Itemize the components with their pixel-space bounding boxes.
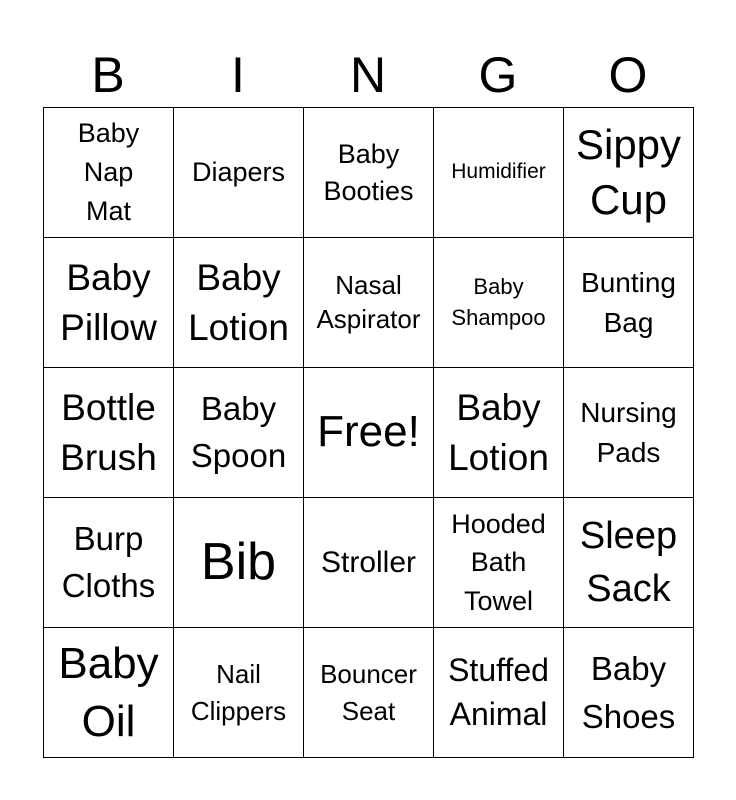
cell-text: Burp Cloths (61, 520, 156, 604)
bingo-cell (44, 238, 174, 368)
bingo-cell (304, 108, 434, 238)
header-letter-o: O (608, 47, 648, 103)
cell-text: Stroller (320, 545, 417, 579)
cell-text: Humidifier (451, 160, 546, 184)
cell-text: Nursing Pads (580, 397, 677, 468)
header-letter-i: I (231, 47, 245, 103)
cell-text: Baby Spoon (190, 390, 287, 474)
bingo-cell (304, 628, 434, 758)
bingo-cell (564, 498, 694, 628)
cell-text: Baby Pillow (60, 256, 157, 348)
bingo-cell (434, 628, 564, 758)
bingo-cell (564, 108, 694, 238)
cell-text: Baby Oil (58, 639, 159, 746)
header-letter-g: G (478, 47, 518, 103)
bingo-cell (304, 238, 434, 368)
bingo-cell-free (304, 368, 434, 498)
bingo-board (43, 107, 694, 758)
bingo-header (43, 44, 693, 106)
bingo-cell (44, 628, 174, 758)
bingo-cell (174, 108, 304, 238)
cell-text: Sleep Sack (579, 515, 678, 610)
header-letter-n: N (349, 47, 387, 103)
bingo-cell (434, 498, 564, 628)
bingo-cell (174, 498, 304, 628)
cell-text: Nail Clippers (190, 659, 287, 726)
cell-text: Bouncer Seat (320, 659, 417, 726)
bingo-cell (44, 368, 174, 498)
bingo-cell (434, 368, 564, 498)
bingo-cell (44, 108, 174, 238)
bingo-cell (434, 238, 564, 368)
cell-text: Baby Booties (323, 138, 414, 206)
cell-text: Baby Nap Mat (77, 117, 140, 227)
bingo-cell (564, 238, 694, 368)
cell-text: Baby Lotion (448, 386, 549, 478)
bingo-cell (434, 108, 564, 238)
cell-text: Bib (200, 533, 277, 592)
cell-text: Free! (317, 407, 420, 457)
bingo-cell (564, 628, 694, 758)
header-letter-b: B (91, 47, 125, 103)
cell-text: Bunting Bag (581, 267, 676, 338)
cell-text: Sippy Cup (575, 120, 682, 223)
bingo-cell (174, 628, 304, 758)
cell-text: Baby Lotion (188, 256, 289, 348)
cell-text: Baby Shoes (581, 649, 676, 735)
cell-text: Stuffed Animal (448, 651, 549, 732)
cell-text: Baby Shampoo (451, 273, 546, 330)
cell-text: Hooded Bath Towel (451, 508, 546, 616)
bingo-cell (174, 238, 304, 368)
cell-text: Bottle Brush (60, 386, 157, 478)
cell-text: Nasal Aspirator (316, 270, 421, 334)
bingo-cell (44, 498, 174, 628)
cell-text: Diapers (191, 157, 286, 187)
bingo-cell (564, 368, 694, 498)
bingo-cell (304, 498, 434, 628)
bingo-cell (174, 368, 304, 498)
